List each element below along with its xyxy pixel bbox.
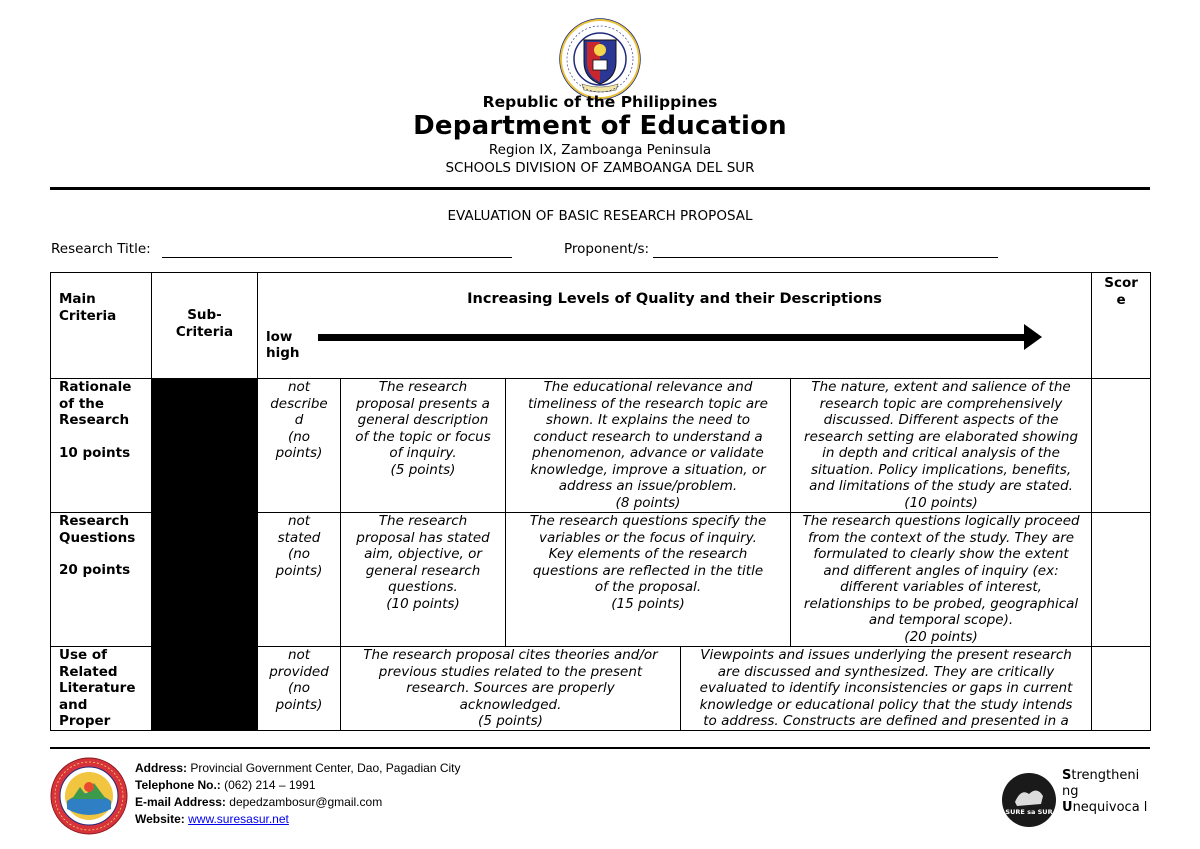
deped-seal-icon <box>559 18 641 100</box>
points-label: 20 points <box>59 562 131 578</box>
level-cell: not provided (no points) <box>258 647 341 731</box>
region-subheading: Region IX, Zamboanga Peninsula <box>488 142 712 158</box>
level-cell: The research questions logically proceed from the context of the study. They are formulated to clearly show the extent and different angles of inquiry (ex: different variables of interest, relationships to be probed, geographical and temporal scope). (20 points) <box>791 513 1092 647</box>
proponents-field[interactable] <box>653 257 998 258</box>
level-cell: The research proposal has stated aim, objective, or general research questions. (10 points) <box>341 513 506 647</box>
department-heading: Department of Education <box>413 111 787 141</box>
table-row <box>51 513 1151 647</box>
division-subheading: SCHOOLS DIVISION OF ZAMBOANGA DEL SUR <box>445 160 755 176</box>
criteria-cell: Research Questions 20 points <box>51 513 152 647</box>
criteria-cell: Rationale of the Research 10 points <box>51 379 152 513</box>
website-line: Website: www.suresasur.net <box>135 812 289 826</box>
table-row <box>51 379 1151 513</box>
table-header-row <box>51 273 1151 379</box>
level-cell: not describe d (no points) <box>258 379 341 513</box>
sub-criteria-blank <box>152 647 258 731</box>
score-cell[interactable] <box>1092 513 1151 647</box>
low-label: low <box>266 329 293 345</box>
research-title-label: Research Title: <box>51 241 151 257</box>
quality-levels-header <box>258 273 1092 379</box>
republic-heading: Republic of the Philippines <box>482 93 718 111</box>
header-divider <box>50 187 1150 190</box>
level-cell: The educational relevance and timeliness of the research topic are shown. It explains the need to conduct research to understand a phenomenon, advance or validate knowledge, improve a situation, or address an issue/problem. (8 points) <box>506 379 791 513</box>
sub-criteria-header: Sub- Criteria <box>152 273 258 379</box>
level-cell: The research questions specify the variables or the focus of inquiry. Key elements of the research questions are reflected in the title of the proposal. (15 points) <box>506 513 791 647</box>
telephone-line: Telephone No.: (062) 214 – 1991 <box>135 778 316 792</box>
email-line: E-mail Address: depedzambosur@gmail.com <box>135 795 383 809</box>
table-row <box>51 647 1151 731</box>
score-header: Scor e <box>1092 273 1151 379</box>
sub-criteria-blank <box>152 379 258 513</box>
level-cell: Viewpoints and issues underlying the present research are discussed and synthesized. They are critically evaluated to identify inconsistencies or gaps in current knowledge or educational policy that the study intends to address. Constructs are defined and presented in a <box>681 647 1092 731</box>
division-seal-icon <box>50 757 128 835</box>
address-line: Address: Provincial Government Center, Dao, Pagadian City <box>135 761 461 775</box>
evaluation-rubric-table <box>50 272 1151 731</box>
criteria-cell: Use of Related Literature and Proper <box>51 647 152 731</box>
arrow-head-icon <box>1024 324 1042 350</box>
sure-logo-text: SURE sa SUR <box>1005 808 1053 816</box>
form-title: EVALUATION OF BASIC RESEARCH PROPOSAL <box>447 208 753 224</box>
score-cell[interactable] <box>1092 379 1151 513</box>
increasing-arrow-icon <box>318 334 1030 341</box>
score-cell[interactable] <box>1092 647 1151 731</box>
tagline: Strengtheni ng Unequivoca l <box>1062 768 1148 815</box>
sure-sa-sur-logo-icon <box>1001 772 1057 828</box>
contact-block <box>135 760 461 828</box>
level-cell: The nature, extent and salience of the research topic are comprehensively discussed. Different aspects of the research setting are elaborated showing in depth and critical analysis of the situation. Policy implications, benefits, and limitations of the study are stated. (10 points) <box>791 379 1092 513</box>
level-cell: The research proposal cites theories and/or previous studies related to the present research. Sources are properly acknowledged. (5 points) <box>341 647 681 731</box>
main-criteria-header: Main Criteria <box>51 273 152 379</box>
website-link[interactable]: www.suresasur.net <box>188 812 289 826</box>
proponents-label: Proponent/s: <box>564 241 650 257</box>
research-title-field[interactable] <box>162 257 512 258</box>
sub-criteria-blank <box>152 513 258 647</box>
level-cell: not stated (no points) <box>258 513 341 647</box>
level-cell: The research proposal presents a general description of the topic or focus of inquiry. (5 points) <box>341 379 506 513</box>
high-label: high <box>266 345 300 361</box>
footer-divider <box>50 747 1150 749</box>
points-label: 10 points <box>59 444 131 461</box>
quality-levels-title: Increasing Levels of Quality and their Descriptions <box>467 291 882 307</box>
